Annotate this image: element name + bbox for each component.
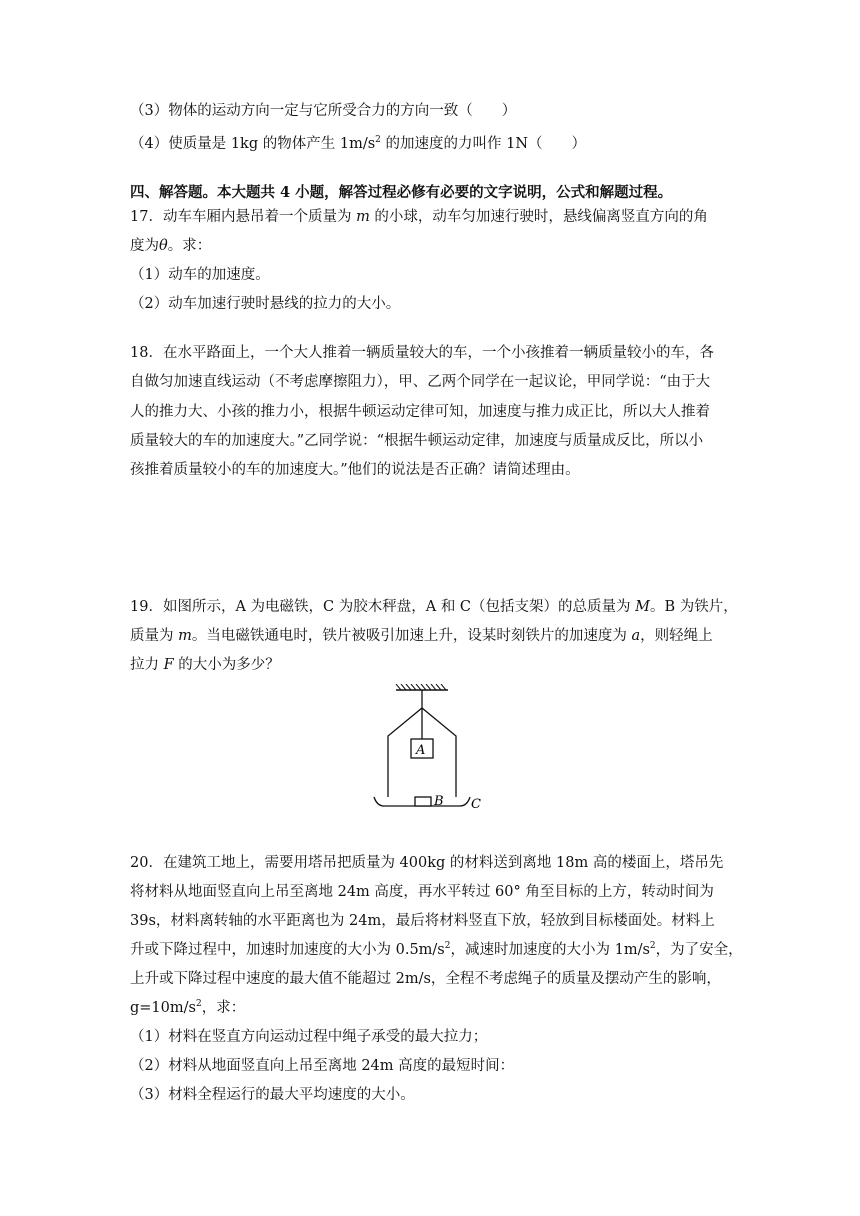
q17-part-2: （2）动车加速行驶时悬线的拉力的大小。 <box>130 296 401 312</box>
q19-line-2: 质量为 m。当电磁铁通电时，铁片被吸引加速上升，设某时刻铁片的加速度为 a，则轻绳上 <box>130 628 713 644</box>
label-b: B <box>434 794 444 809</box>
q18-line-3: 人的推力大、小孩的推力小，根据牛顿运动定律可知，加速度与推力成正比，所以大人推着 <box>130 404 710 420</box>
q19-figure <box>368 684 498 814</box>
q20-part-3: （3）材料全程运行的最大平均速度的大小。 <box>130 1087 415 1103</box>
q20-line-5: 上升或下降过程中速度的最大值不能超过 2m/s，全程不考虑绳子的质量及摆动产生的影响， <box>130 971 721 987</box>
q18-line-2: 自做匀加速直线运动（不考虑摩擦阻力），甲、乙两个同学在一起议论，甲同学说：“由于大 <box>130 374 711 390</box>
q20-part-2: （2）材料从地面竖直向上吊至离地 24m 高度的最短时间： <box>130 1058 515 1074</box>
q18-line-1: 18．在水平路面上，一个大人推着一辆质量较大的车，一个小孩推着一辆质量较小的车，各 <box>130 345 714 361</box>
label-c: C <box>471 797 481 812</box>
section-heading: 四、解答题。本大题共 4 小题，解答过程必修有必要的文字说明，公式和解题过程。 <box>130 184 673 201</box>
tf-item-3: （3）物体的运动方向一定与它所受合力的方向一致（ ） <box>130 103 517 119</box>
q17-part-1: （1）动车的加速度。 <box>130 267 270 283</box>
q19-line-3: 拉力 F 的大小为多少？ <box>130 657 280 673</box>
q20-line-6: $g=10m/s^2$，求： <box>130 999 246 1016</box>
q20-line-1: 20．在建筑工地上，需要用塔吊把质量为 400kg 的材料送到离地 18m 高的楼面上，塔吊先 <box>130 855 724 871</box>
iron-piece-b <box>415 797 431 806</box>
q17-line-1: 17．动车车厢内悬吊着一个质量为 m 的小球，动车匀加速行驶时，悬线偏离竖直方向的角 <box>130 209 708 225</box>
q18-line-5: 孩推着质量较小的车的加速度大。”他们的说法是否正确？请简述理由。 <box>130 462 580 478</box>
label-a: A <box>416 743 426 758</box>
tf-item-4: （4）使质量是 1kg 的物体产生 $1m/s^2$ 的加速度的力叫作 1N（ ） <box>130 135 587 152</box>
q20-part-1: （1）材料在竖直方向运动过程中绳子承受的最大拉力； <box>130 1029 488 1045</box>
q18-line-4: 质量较大的车的加速度大。”乙同学说：“根据牛顿运动定律，加速度与质量成反比，所以小 <box>130 433 704 449</box>
q17-line-2: 度为θ。求： <box>130 238 212 254</box>
q20-line-2: 将材料从地面竖直向上吊至离地 24m 高度，再水平转过 60° 角至目标的上方，转动时间为 <box>130 884 714 900</box>
q20-line-4: 升或下降过程中，加速时加速度的大小为 $0.5m/s^2$，减速时加速度的大小为 $1m/s^2$，为了安全， <box>130 941 743 958</box>
q19-line-1: 19．如图所示，A 为电磁铁，C 为胶木秤盘，A 和 C（包括支架）的总质量为 M。B 为铁片， <box>130 599 738 615</box>
q20-line-3: 39s，材料离转轴的水平距离也为 24m，最后将材料竖直下放，轻放到目标楼面处。材料上 <box>130 913 715 929</box>
